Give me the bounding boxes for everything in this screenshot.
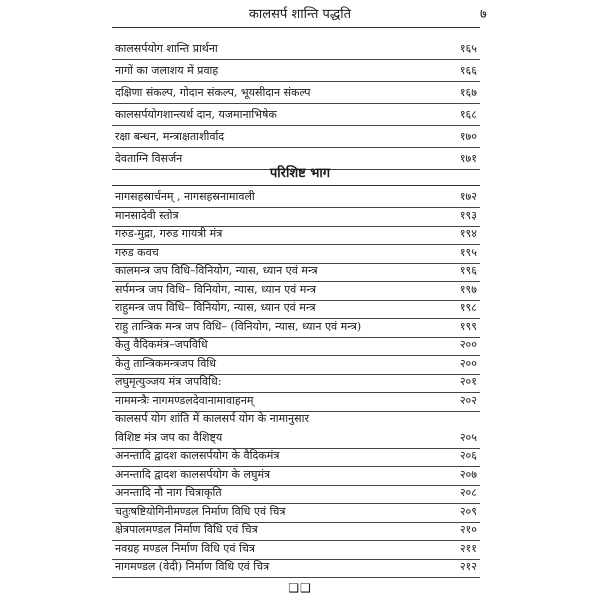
entry-title: देवताग्नि विसर्जन	[115, 152, 183, 165]
entry-title: कालसर्प योग शांति में कालसर्प योग के नामानुसार	[115, 412, 309, 425]
entry-title: दक्षिणा संकल्प, गोदान संकल्प, भूयसीदान संकल्प	[115, 86, 311, 99]
entry-page-number: १७२	[459, 190, 477, 203]
entry-page-number: १९८	[459, 301, 477, 314]
entry-page-number: १९५	[459, 246, 477, 259]
entry-page-number: २०७	[459, 468, 477, 481]
entry-rule	[112, 466, 480, 467]
entry-page-number: १९६	[459, 264, 477, 277]
entry-page-number: २०८	[459, 486, 477, 499]
entry-rule	[112, 503, 480, 504]
entry-title: कालसर्पयोगशान्त्यर्थ दान, यजमानाभिषेक	[115, 108, 277, 121]
entry-rule	[112, 59, 480, 60]
entry-title: राहु तान्त्रिक मन्त्र जप विधि– (विनियोग, न्यास, ध्यान एवं मन्त्र)	[115, 320, 362, 333]
section-rule	[112, 185, 480, 186]
entry-page-number: २१०	[459, 523, 477, 536]
entry-rule	[112, 577, 480, 578]
entry-rule	[112, 281, 480, 282]
entry-rule	[112, 103, 480, 104]
entry-page-number: १६६	[459, 64, 477, 77]
entry-rule	[112, 147, 480, 148]
entry-title: अनन्तादि द्वादश कालसर्पयोग के वैदिकमंत्र	[115, 449, 280, 462]
entry-page-number: २००	[459, 338, 477, 351]
footer-ornament: ❑❑	[288, 581, 312, 595]
entry-rule	[112, 540, 480, 541]
entry-title: रक्षा बन्धन, मन्त्राक्षताशीर्वाद	[115, 130, 225, 143]
entry-title: कालमन्त्र जप विधि–विनियोग, न्यास, ध्यान एवं मन्त्र	[115, 264, 318, 277]
entry-rule	[112, 207, 480, 208]
entry-page-number: २०१	[459, 375, 477, 388]
entry-title: कालसर्पयोग शान्ति प्रार्थना	[115, 42, 218, 55]
entry-title: नागसहस्रार्चनम् , नागसहस्रनामावली	[115, 190, 255, 203]
entry-page-number: १७०	[459, 130, 477, 143]
entry-title: चतुःषष्टियोगिनीमण्डल निर्माण विधि एवं चित्र	[115, 505, 286, 518]
entry-title: नागमण्डल (वेदी) निर्माण विधि एवं चित्र	[115, 560, 270, 573]
entry-page-number: १७१	[459, 152, 477, 165]
entry-title: नागों का जलाशय में प्रवाह	[115, 64, 219, 77]
entry-page-number: १६८	[459, 108, 477, 121]
entry-page-number: १६५	[459, 42, 477, 55]
entry-page-number: १९४	[459, 227, 477, 240]
entry-title: गरुड-मुद्रा, गरुड गायत्री मंत्र	[115, 227, 223, 240]
entry-title: गरुड कवच	[115, 246, 159, 259]
entry-rule	[112, 244, 480, 245]
entry-title: नाममन्त्रैः नागमण्डलदेवानामावाहनम्	[115, 394, 254, 407]
entry-page-number: २०२	[459, 394, 477, 407]
entry-page-number: १९९	[459, 320, 477, 333]
entry-page-number: १९७	[459, 283, 477, 296]
entry-title: अनन्तादि नौ नाग चित्राकृति	[115, 486, 222, 499]
entry-title: क्षेत्रपालमण्डल निर्माण विधि एवं चित्र	[115, 523, 258, 536]
running-header-title: कालसर्प शान्ति पद्धति	[248, 7, 352, 22]
section-heading: परिशिष्ट भाग	[269, 166, 331, 181]
entry-title: अनन्तादि द्वादश कालसर्पयोग के लघुमंत्र	[115, 468, 271, 481]
entry-page-number: २११	[459, 542, 477, 555]
entry-page-number: २०६	[459, 449, 477, 462]
entry-page-number: २०५	[459, 431, 477, 444]
entry-title: नवग्रह मण्डल निर्माण विधि एवं चित्र	[115, 542, 255, 555]
entry-page-number: २००	[459, 357, 477, 370]
entry-page-number: १९३	[459, 209, 477, 222]
entry-title: सर्पमन्त्र जप विधि– विनियोग, न्यास, ध्यान एवं मन्त्र	[115, 283, 317, 296]
entry-rule	[112, 318, 480, 319]
entry-rule	[112, 81, 480, 82]
entry-title: मानसादेवी स्तोत्र	[115, 209, 179, 222]
entry-page-number: २०९	[459, 505, 477, 518]
entry-title: केतु तान्त्रिकमन्त्रजप विधि	[115, 357, 216, 370]
page-number: ७	[480, 7, 487, 22]
entry-rule	[112, 125, 480, 126]
entry-page-number: २१२	[459, 560, 477, 573]
header-rule	[112, 27, 480, 28]
entry-title: राहुमन्त्र जप विधि– विनियोग, न्यास, ध्यान एवं मन्त्र	[115, 301, 316, 314]
entry-title: लघुमृत्युञ्जय मंत्र जपविधि:	[115, 375, 222, 388]
entry-title: केतु वैदिकमंत्र–जपविधि	[115, 338, 208, 351]
entry-rule	[112, 355, 480, 356]
entry-page-number: १६७	[459, 86, 477, 99]
entry-rule	[112, 392, 480, 393]
entry-title: विशिष्ट मंत्र जप का वैशिष्ट्य	[115, 431, 223, 444]
